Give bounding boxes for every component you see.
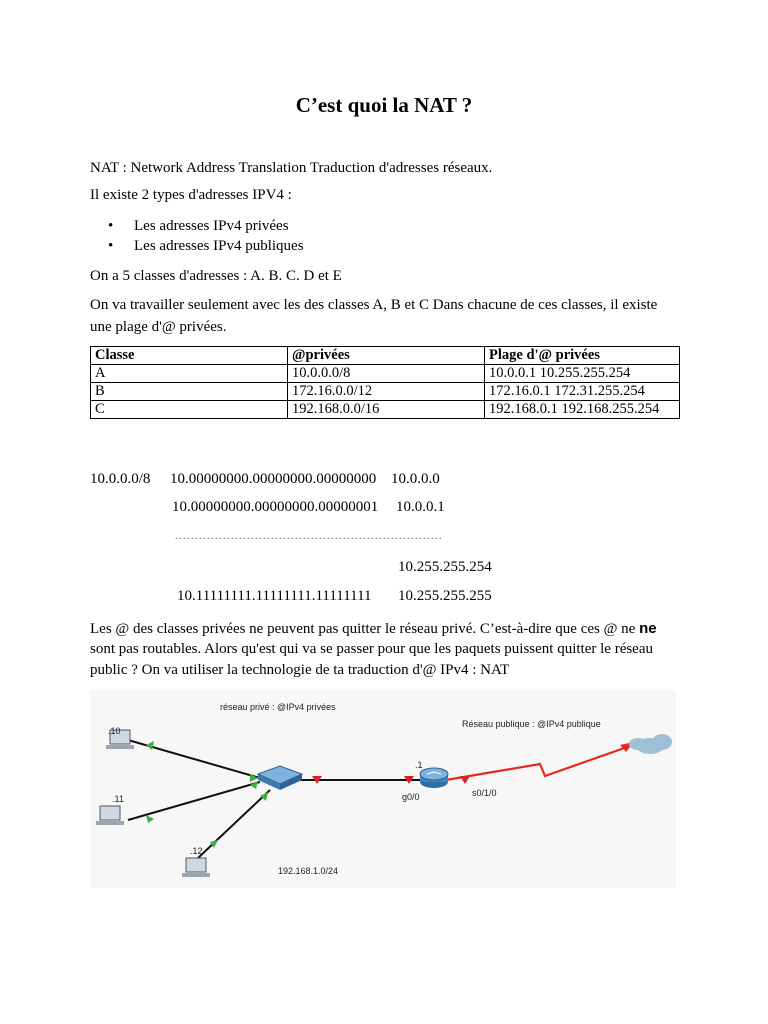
- table-header-row: [91, 347, 680, 365]
- conclusion-line1: [90, 619, 657, 639]
- host-label: .12: [190, 846, 203, 856]
- nat-definition: NAT : Network Address Translation Traduction d'adresses réseaux.: [90, 160, 493, 176]
- classes-sentence: On a 5 classes d'adresses : A. B. C. D et E: [90, 268, 342, 284]
- table-header: @privées: [288, 347, 485, 365]
- link-host3-switch: [198, 790, 270, 858]
- link-up-marker: [146, 741, 154, 750]
- table-cell: 10.0.0.1 10.255.255.254: [485, 365, 680, 383]
- binary-prefix: 10.0.0.0/8: [90, 471, 151, 487]
- router-ip-label: .1: [415, 760, 423, 770]
- wan-interface-label: s0/1/0: [472, 788, 497, 798]
- wan-serial-link: [446, 746, 630, 780]
- table-cell: 172.16.0.1 172.31.255.254: [485, 383, 680, 401]
- table-cell: A: [91, 365, 288, 383]
- binary-line-1: 10.00000000.00000000.00000000: [170, 471, 377, 487]
- ellipsis-dots: ...................................................................: [175, 531, 443, 542]
- link-up-marker: [250, 774, 258, 782]
- table-row: [91, 383, 680, 401]
- table-cell: 172.16.0.0/12: [288, 383, 485, 401]
- decimal-line-1: 10.0.0.0: [391, 471, 440, 487]
- types-heading: Il existe 2 types d'adresses IPV4 :: [90, 187, 292, 203]
- computer-icon: [96, 806, 124, 825]
- table-row: [91, 365, 680, 383]
- table-header: Plage d'@ privées: [485, 347, 680, 365]
- conclusion-line2: sont pas routables. Alors qu'est qui va se passer pour que les paquets puissent quitter le réseau: [90, 641, 653, 657]
- binary-line-2: 10.00000000.00000000.00000001: [172, 499, 379, 515]
- table-header: Classe: [91, 347, 288, 365]
- conclusion-line3: public ? On va utiliser la technologie de ta traduction d'@ IPv4 : NAT: [90, 662, 510, 678]
- switch-icon: [258, 766, 302, 790]
- host-label: .10: [108, 726, 121, 736]
- list-item: Les adresses IPv4 privées: [134, 218, 289, 234]
- link-up-marker: [250, 781, 258, 789]
- table-cell: 192.168.0.0/16: [288, 401, 485, 419]
- table-cell: B: [91, 383, 288, 401]
- table-cell: 192.168.0.1 192.168.255.254: [485, 401, 680, 419]
- computer-icon: [182, 858, 210, 877]
- lan-interface-label: g0/0: [402, 792, 420, 802]
- private-network-label: réseau privé : @IPv4 privées: [220, 702, 336, 712]
- decimal-line-2: 10.0.0.1: [396, 499, 445, 515]
- network-diagram: [90, 690, 676, 888]
- bullet-icon: •: [108, 238, 114, 254]
- page-title: C’est quoi la NAT ?: [295, 93, 473, 117]
- link-host2-switch: [128, 782, 260, 820]
- link-up-marker: [146, 815, 154, 823]
- work-paragraph-line2: une plage d'@ privées.: [90, 319, 227, 335]
- bold-word: ne: [639, 620, 657, 637]
- table-cell: 10.0.0.0/8: [288, 365, 485, 383]
- work-paragraph-line1: On va travailler seulement avec les des classes A, B et C Dans chacune de ces classes, il existe: [90, 297, 658, 313]
- private-ranges-table: [90, 346, 680, 419]
- binary-line-4: 10.11111111.11111111.11111111: [177, 588, 372, 604]
- public-network-label: Réseau publique : @IPv4 publique: [462, 719, 601, 729]
- list-item: Les adresses IPv4 publiques: [134, 238, 304, 254]
- decimal-line-4: 10.255.255.255: [398, 588, 492, 604]
- decimal-line-3: 10.255.255.254: [398, 559, 492, 575]
- table-cell: C: [91, 401, 288, 419]
- table-row: [91, 401, 680, 419]
- router-icon: [420, 768, 448, 788]
- bullet-icon: •: [108, 218, 114, 234]
- conclusion-text: Les @ des classes privées ne peuvent pas quitter le réseau privé. C’est-à-dire que ces @ ne: [90, 621, 640, 637]
- link-down-marker: [460, 776, 470, 784]
- host-label: .11: [112, 794, 124, 804]
- cloud-icon: [629, 734, 672, 754]
- subnet-label: 192.168.1.0/24: [278, 866, 339, 876]
